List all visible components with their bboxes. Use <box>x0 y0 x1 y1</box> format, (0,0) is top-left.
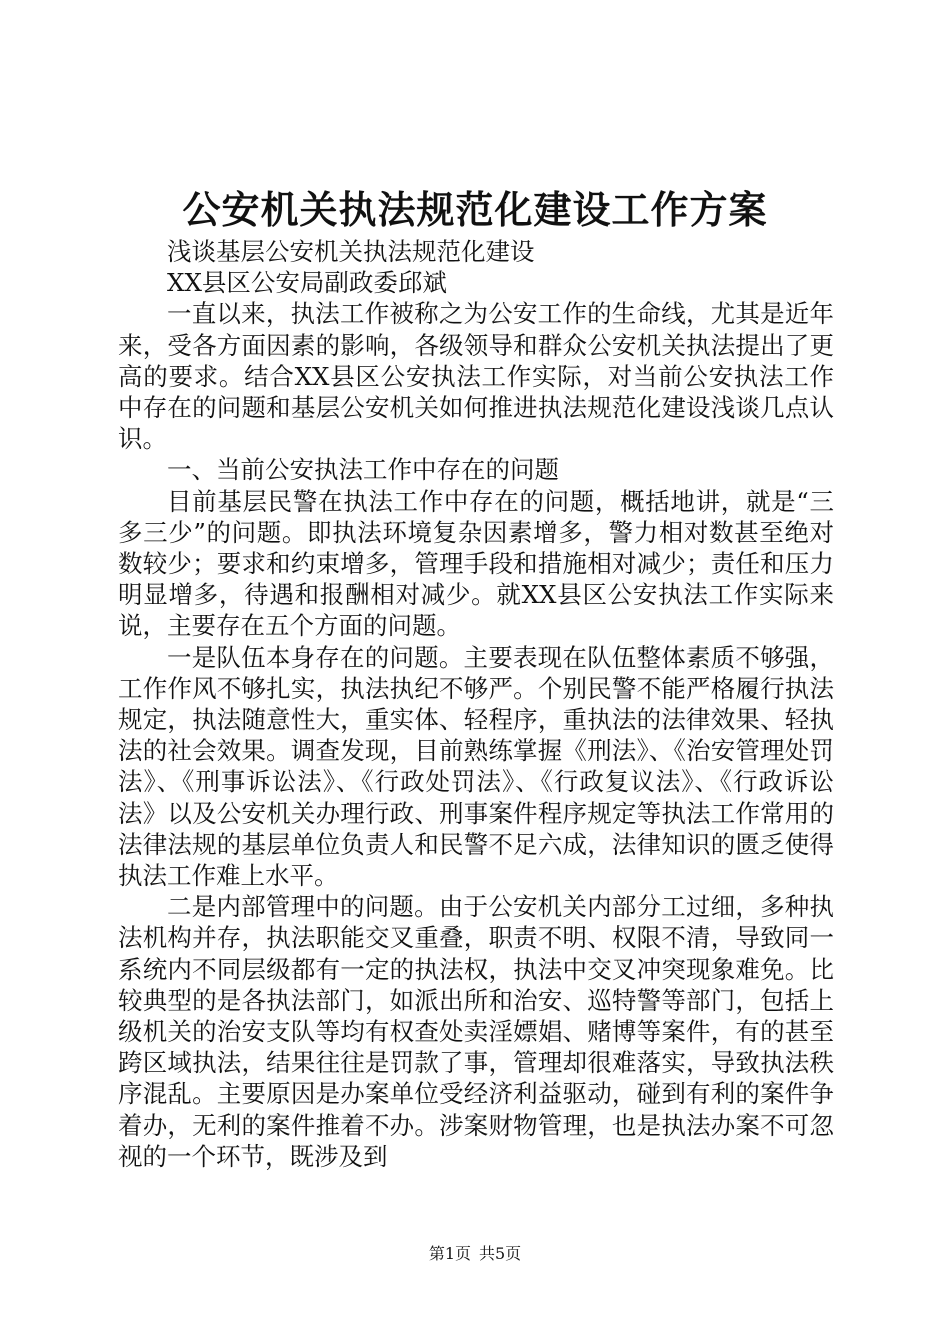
paragraph-author: XX县区公安局副政委邱斌 <box>167 268 447 298</box>
paragraph-point-two: 二是内部管理中的问题。由于公安机关内部分工过细，多种执法机构并存，执法职能交叉重叠，职责不明、权限不清，导致同一系统内不同层级都有一定的执法权，执法中交叉冲突现象难免。比较典型的是各执法部门，如派出所和治安、巡特警等部门，包括上级机关的治安支队等均有权查处卖淫嫖娼、赌博等案件，有的甚至跨区域执法，结果往往是罚款了事，管理却很难落实，导致执法秩序混乱。主要原因是办案单位受经济利益驱动，碰到有利的案件争着办，无利的案件推着不办。涉案财物管理，也是执法办案不可忽视的一个环节，既涉及到 <box>118 892 834 1171</box>
paragraph-subtitle: 浅谈基层公安机关执法规范化建设 <box>167 237 535 266</box>
paragraph-intro: 一直以来，执法工作被称之为公安工作的生命线，尤其是近年来，受各方面因素的影响，各级领导和群众公安机关执法提出了更高的要求。结合XX县区公安执法工作实际，对当前公安执法工作中存在的问题和基层公安机关如何推进执法规范化建设浅谈几点认识。 <box>118 299 834 454</box>
paragraph-point-one: 一是队伍本身存在的问题。主要表现在队伍整体素质不够强，工作作风不够扎实，执法执纪不够严。个别民警不能严格履行执法规定，执法随意性大，重实体、轻程序，重执法的法律效果、轻执法的社会效果。调查发现，目前熟练掌握《刑法》、《治安管理处罚法》、《刑事诉讼法》、《行政处罚法》、《行政复议法》、《行政诉讼法》以及公安机关办理行政、刑事案件程序规定等执法工作常用的法律法规的基层单位负责人和民警不足六成，法律知识的匮乏使得执法工作难上水平。 <box>118 642 834 891</box>
section-heading: 一、当前公安执法工作中存在的问题 <box>167 455 559 485</box>
document-body <box>118 236 834 1172</box>
page-total: 共5页 <box>479 1244 522 1263</box>
document-title: 公安机关执法规范化建设工作方案 <box>182 187 768 232</box>
page-number: 第1页 <box>428 1244 471 1263</box>
paragraph-summary: 目前基层民警在执法工作中存在的问题，概括地讲，就是“三多三少”的问题。即执法环境复杂因素增多，警力相对数甚至绝对数较少；要求和约束增多，管理手段和措施相对减少；责任和压力明显增多，待遇和报酬相对减少。就XX县区公安执法工作实际来说，主要存在五个方面的问题。 <box>118 486 834 641</box>
page-footer <box>0 1242 950 1266</box>
